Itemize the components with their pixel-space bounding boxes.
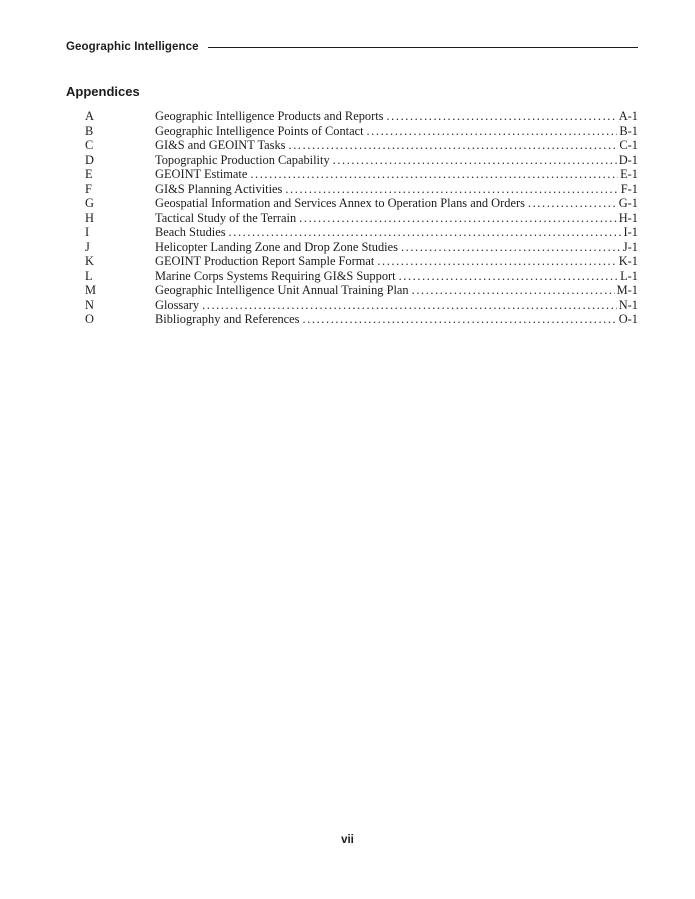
- toc-row: [66, 124, 638, 139]
- toc-row: [66, 269, 638, 284]
- appendix-page-ref: G-1: [618, 196, 638, 210]
- appendix-title: Marine Corps Systems Requiring GI&S Support: [155, 268, 396, 283]
- appendix-title: Geographic Intelligence Products and Reports: [155, 109, 384, 123]
- appendix-title: GI&S Planning Activities: [155, 181, 283, 196]
- appendix-page-ref: N-1: [618, 297, 638, 312]
- dot-leader: [377, 254, 616, 269]
- toc-row: [66, 153, 638, 168]
- dot-leader: [285, 182, 618, 197]
- appendix-title: Geospatial Information and Services Annex to Operation Plans and Orders: [155, 196, 525, 210]
- toc-row: [66, 167, 638, 182]
- appendix-page-ref: H-1: [618, 210, 638, 225]
- dot-leader: [528, 196, 617, 211]
- appendix-letter: D: [85, 152, 94, 167]
- appendix-letter: J: [85, 239, 90, 254]
- appendix-letter: E: [85, 167, 93, 181]
- appendix-page-ref: J-1: [622, 239, 638, 254]
- appendix-page-ref: I-1: [623, 225, 638, 239]
- appendix-letter: F: [85, 181, 92, 196]
- dot-leader: [202, 298, 617, 313]
- page-footer: [0, 830, 695, 848]
- toc-row: [66, 225, 638, 240]
- toc-row: [66, 211, 638, 226]
- page-number: vii: [341, 834, 354, 846]
- toc-row: [66, 283, 638, 298]
- toc-row: [66, 109, 638, 124]
- running-header: [66, 41, 638, 53]
- appendix-letter: B: [85, 123, 94, 138]
- appendix-page-ref: D-1: [618, 152, 638, 167]
- dot-leader: [289, 138, 618, 153]
- dot-leader: [250, 167, 618, 182]
- appendix-letter: G: [85, 196, 94, 210]
- appendix-title: Tactical Study of the Terrain: [155, 210, 297, 225]
- header-rule: [208, 47, 638, 49]
- appendix-title: Beach Studies: [155, 225, 226, 239]
- section-heading-appendices: Appendices: [66, 84, 140, 99]
- toc-row: [66, 298, 638, 313]
- appendix-title: Helicopter Landing Zone and Drop Zone Studies: [155, 239, 398, 254]
- dot-leader: [386, 109, 616, 124]
- appendix-page-ref: M-1: [616, 283, 638, 297]
- dot-leader: [303, 312, 617, 327]
- appendix-letter: M: [85, 283, 97, 297]
- appendix-list: [66, 109, 638, 327]
- dot-leader: [299, 211, 617, 226]
- appendix-title: GEOINT Production Report Sample Format: [155, 254, 375, 268]
- toc-row: [66, 312, 638, 327]
- appendix-title: Glossary: [155, 297, 200, 312]
- toc-row: [66, 240, 638, 255]
- appendix-letter: A: [85, 109, 94, 123]
- dot-leader: [401, 240, 621, 255]
- toc-row: [66, 138, 638, 153]
- appendix-page-ref: K-1: [618, 254, 638, 268]
- appendix-page-ref: E-1: [620, 167, 638, 181]
- appendix-page-ref: C-1: [619, 138, 638, 152]
- appendix-letter: I: [85, 225, 90, 239]
- appendix-page-ref: F-1: [620, 181, 638, 196]
- appendix-title: Geographic Intelligence Points of Contact: [155, 123, 364, 138]
- appendix-title: Topographic Production Capability: [155, 152, 330, 167]
- appendix-letter: K: [85, 254, 94, 268]
- appendix-letter: O: [85, 312, 94, 326]
- appendix-letter: H: [85, 210, 94, 225]
- appendix-title: GI&S and GEOINT Tasks: [155, 138, 286, 152]
- dot-leader: [412, 283, 615, 298]
- appendix-letter: C: [85, 138, 94, 152]
- appendix-letter: N: [85, 297, 94, 312]
- toc-row: [66, 254, 638, 269]
- appendix-title: GEOINT Estimate: [155, 167, 248, 181]
- dot-leader: [229, 225, 622, 240]
- dot-leader: [333, 153, 617, 168]
- appendix-letter: L: [85, 268, 93, 283]
- dot-leader: [367, 124, 618, 139]
- appendix-title: Bibliography and References: [155, 312, 300, 326]
- appendix-page-ref: O-1: [618, 312, 638, 326]
- appendix-page-ref: L-1: [620, 268, 638, 283]
- running-header-title: Geographic Intelligence: [66, 41, 199, 53]
- appendix-page-ref: A-1: [618, 109, 638, 123]
- toc-row: [66, 182, 638, 197]
- appendix-title: Geographic Intelligence Unit Annual Training Plan: [155, 283, 409, 297]
- appendix-page-ref: B-1: [619, 123, 638, 138]
- dot-leader: [399, 269, 619, 284]
- toc-row: [66, 196, 638, 211]
